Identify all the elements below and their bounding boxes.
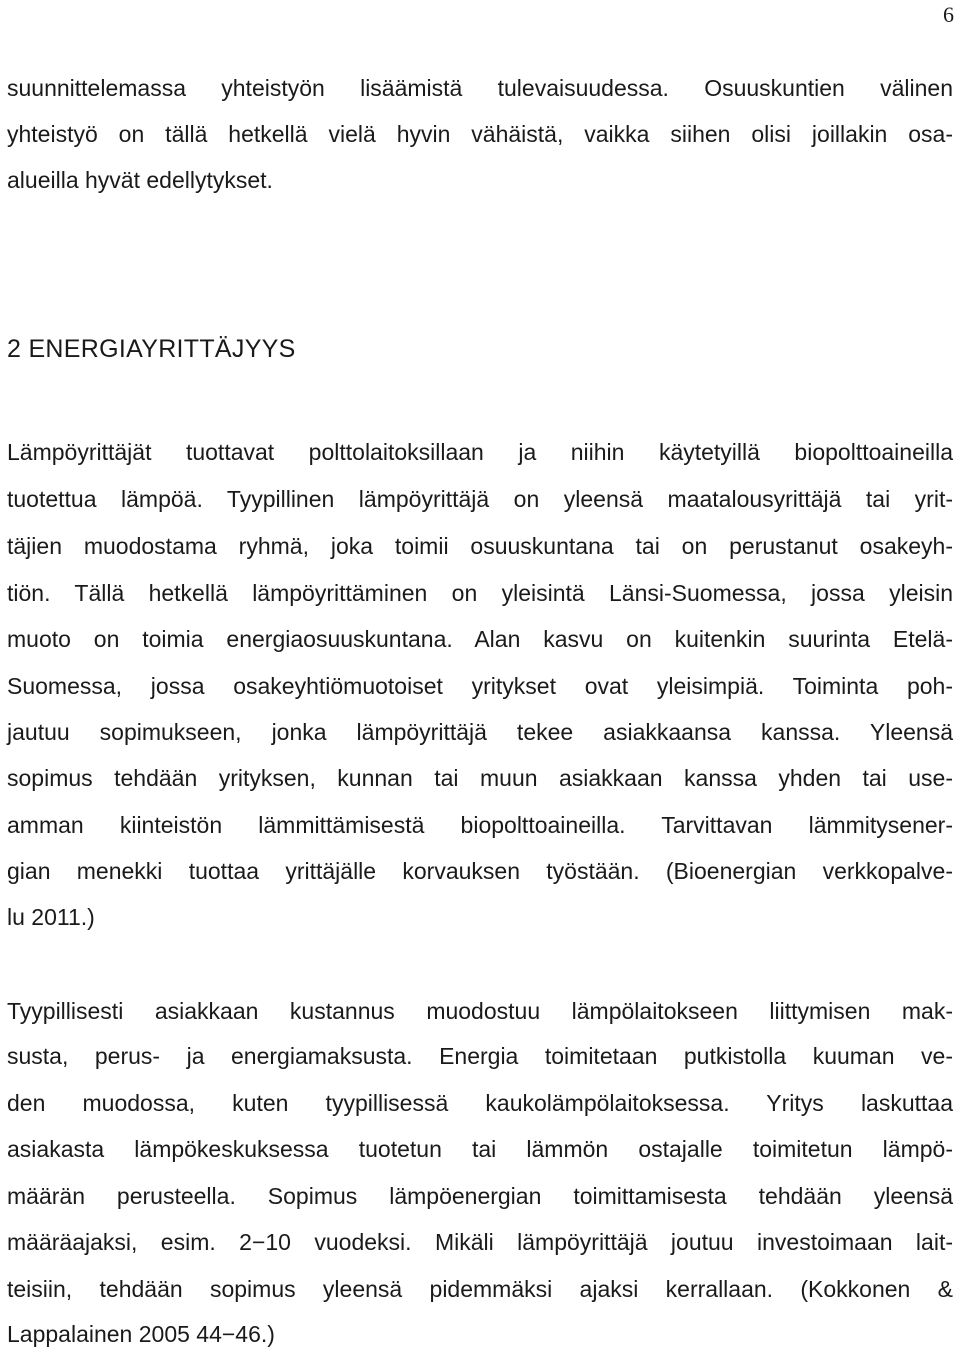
text-line: määrän perusteella. Sopimus lämpöenergian toimittamisesta tehdään yleensä	[7, 1183, 953, 1209]
text-line: Suomessa, jossa osakeyhtiömuotoiset yritykset ovat yleisimpiä. Toiminta poh-	[7, 673, 953, 699]
text-line: muoto on toimia energiaosuuskuntana. Alan kasvu on kuitenkin suurinta Etelä-	[7, 626, 953, 652]
text-line: den muodossa, kuten tyypillisessä kaukolämpölaitoksessa. Yritys laskuttaa	[7, 1090, 953, 1116]
text-line: yhteistyö on tällä hetkellä vielä hyvin vähäistä, vaikka siihen olisi joillakin osa-	[7, 121, 953, 147]
section-heading: 2 ENERGIAYRITTÄJYYS	[7, 335, 296, 363]
text-line: täjien muodostama ryhmä, joka toimii osuuskuntana tai on perustanut osakeyh-	[7, 533, 953, 559]
text-line: jautuu sopimukseen, jonka lämpöyrittäjä tekee asiakkaansa kanssa. Yleensä	[7, 719, 953, 745]
text-line: Lämpöyrittäjät tuottavat polttolaitoksillaan ja niihin käytetyillä biopolttoaineilla	[7, 439, 953, 465]
text-line: asiakasta lämpökeskuksessa tuotetun tai lämmön ostajalle toimitetun lämpö-	[7, 1136, 953, 1162]
text-line: suunnittelemassa yhteistyön lisäämistä tulevaisuudessa. Osuuskuntien välinen	[7, 75, 953, 101]
text-line: tuotettua lämpöä. Tyypillinen lämpöyrittäjä on yleensä maatalousyrittäjä tai yrit-	[7, 486, 953, 512]
text-line: Tyypillisesti asiakkaan kustannus muodostuu lämpölaitokseen liittymisen mak-	[7, 998, 953, 1024]
page-number: 6	[943, 2, 954, 27]
text-line: teisiin, tehdään sopimus yleensä pidemmäksi ajaksi kerrallaan. (Kokkonen &	[7, 1276, 953, 1302]
text-line: susta, perus- ja energiamaksusta. Energia toimitetaan putkistolla kuuman ve-	[7, 1043, 953, 1069]
text-line: alueilla hyvät edellytykset.	[7, 167, 273, 193]
text-line: sopimus tehdään yrityksen, kunnan tai muun asiakkaan kanssa yhden tai use-	[7, 765, 953, 791]
text-line: tiön. Tällä hetkellä lämpöyrittäminen on yleisintä Länsi-Suomessa, jossa yleisin	[7, 580, 953, 606]
text-line: Lappalainen 2005 44−46.)	[7, 1321, 275, 1347]
text-line: gian menekki tuottaa yrittäjälle korvauksen työstään. (Bioenergian verkkopalve-	[7, 858, 953, 884]
text-line: lu 2011.)	[7, 904, 95, 930]
text-line: amman kiinteistön lämmittämisestä biopolttoaineilla. Tarvittavan lämmitysener-	[7, 812, 953, 838]
text-line: määräajaksi, esim. 2−10 vuodeksi. Mikäli lämpöyrittäjä joutuu investoimaan lait-	[7, 1229, 953, 1255]
